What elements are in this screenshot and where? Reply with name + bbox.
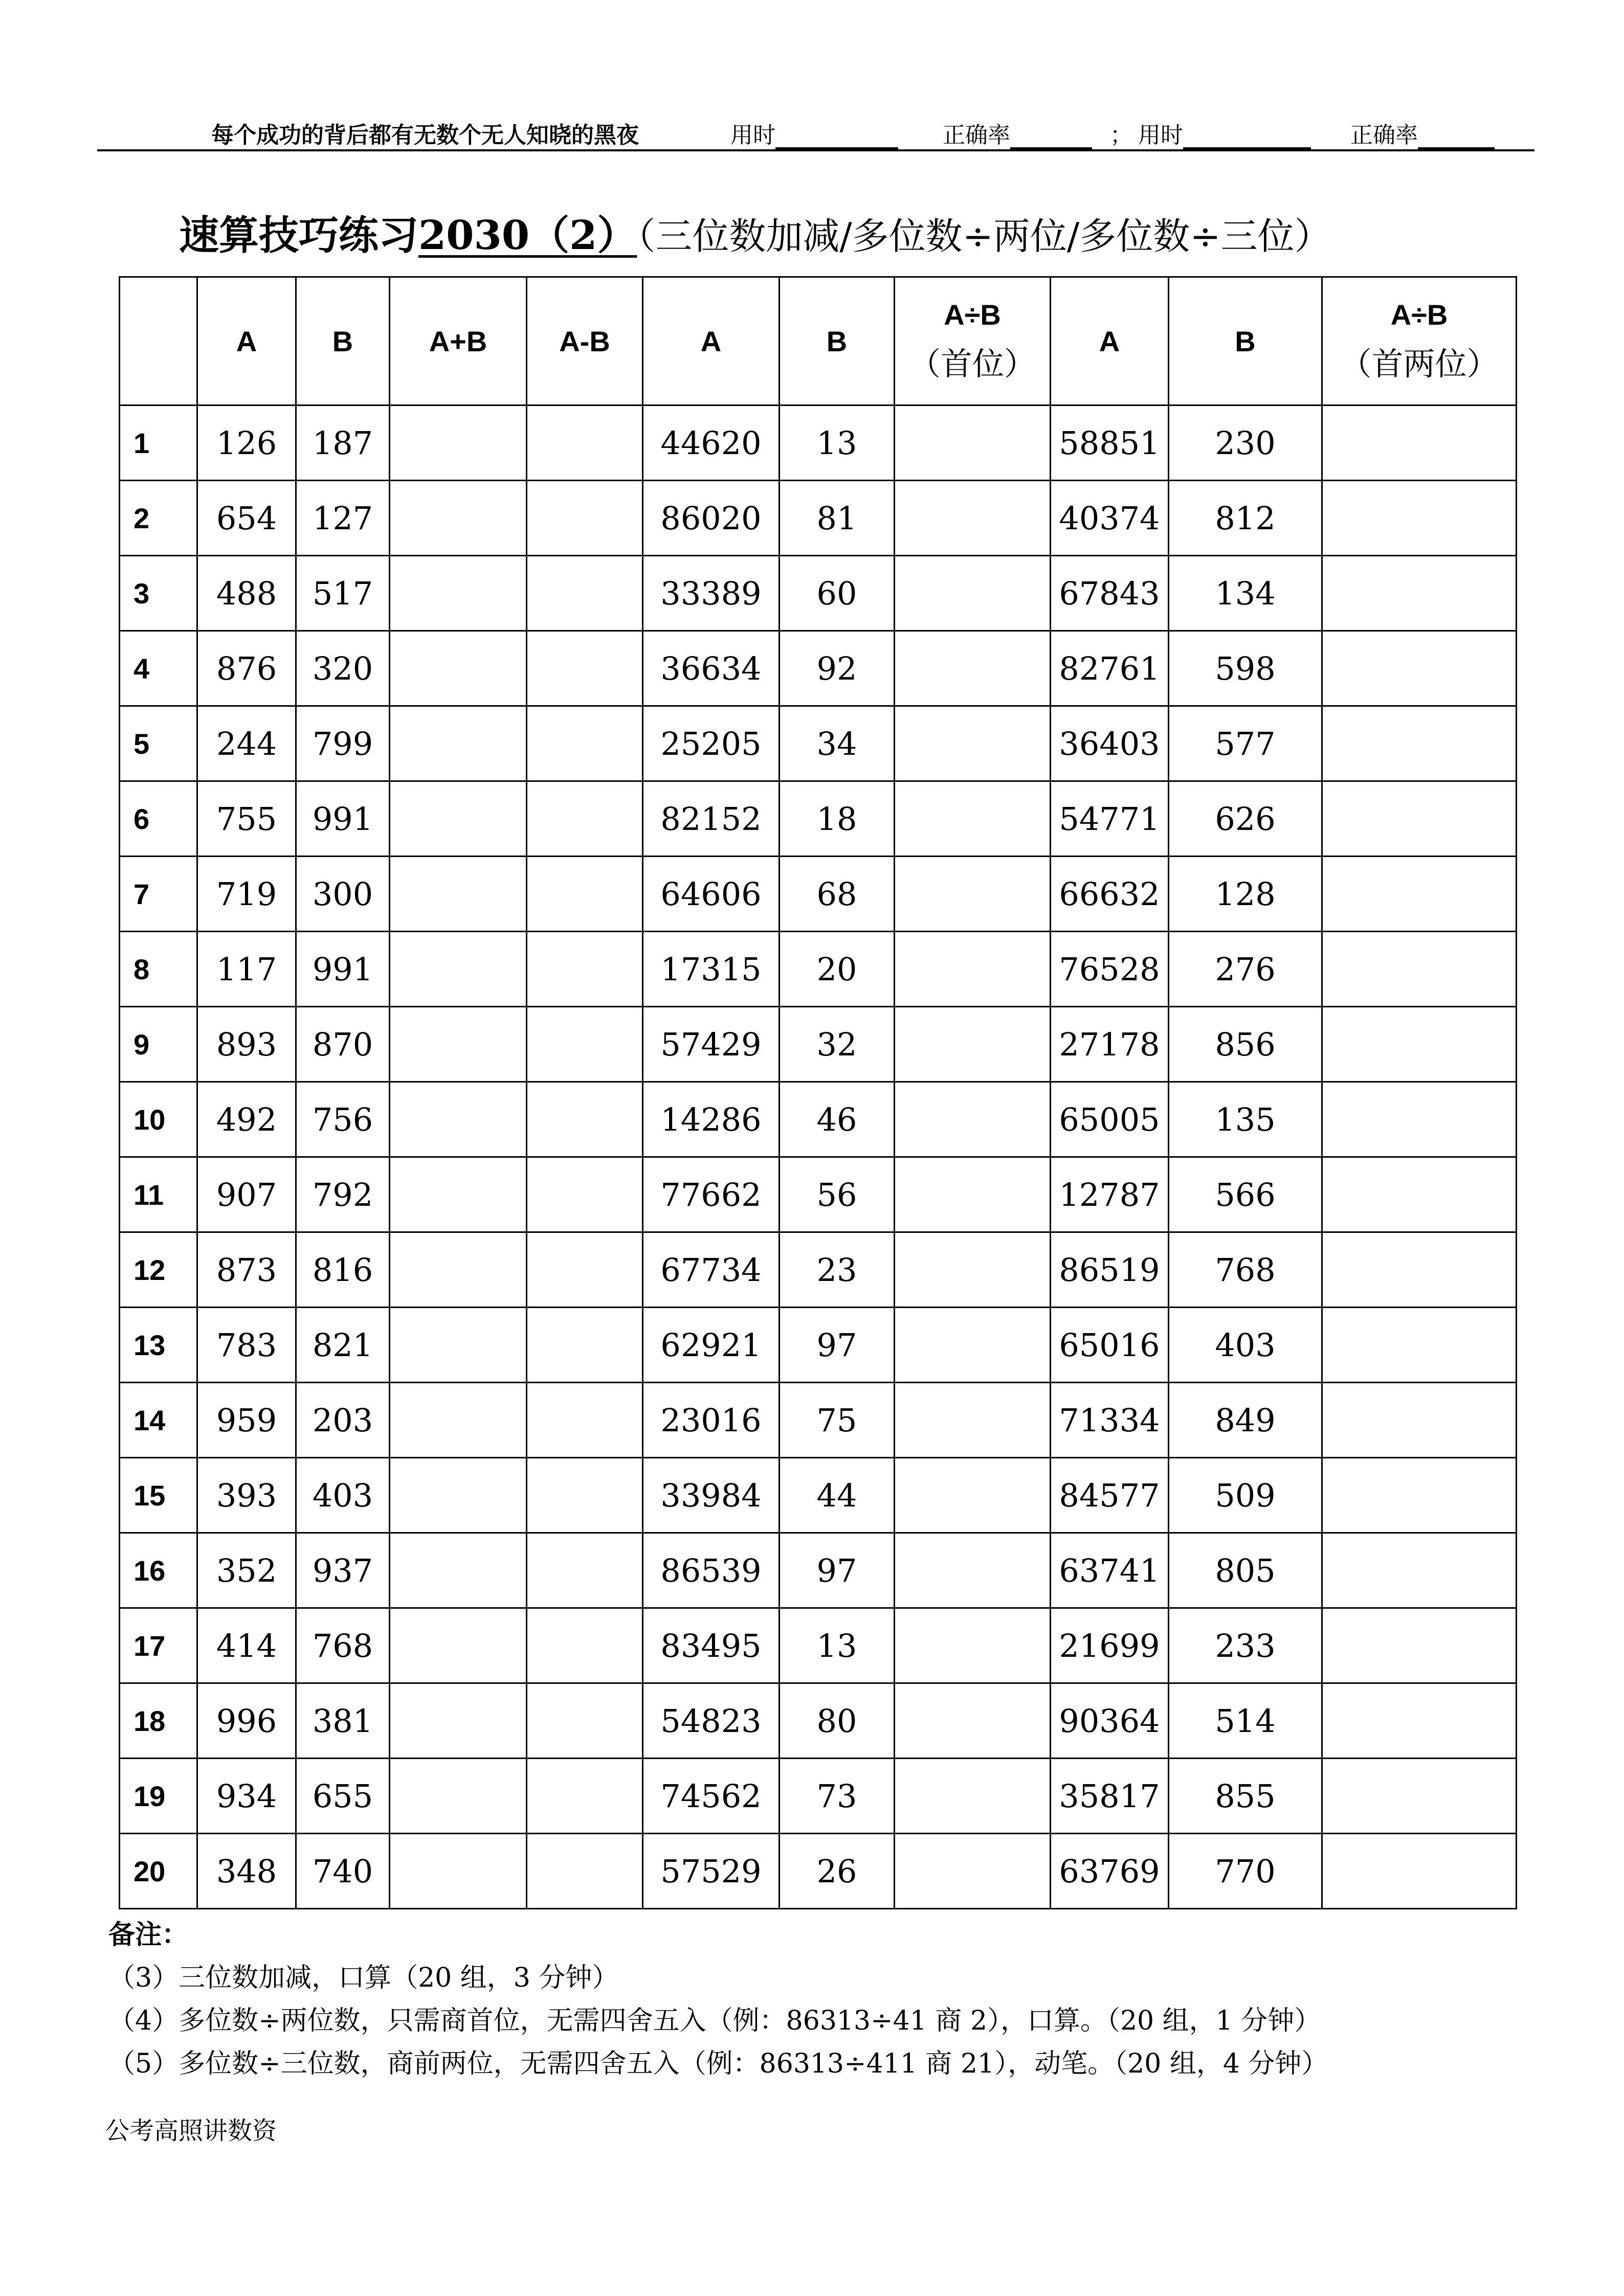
notes-heading: 备注： — [108, 1919, 189, 1950]
cell-b2: 68 — [780, 857, 895, 932]
answer-div-first-digit[interactable] — [895, 1082, 1051, 1157]
answer-diff[interactable] — [527, 857, 643, 932]
cell-b3: 230 — [1169, 406, 1322, 481]
answer-div-first-two-digits[interactable] — [1322, 406, 1517, 481]
row-index: 13 — [120, 1308, 197, 1383]
cell-a1: 876 — [197, 631, 296, 706]
cell-a2: 77662 — [643, 1157, 780, 1232]
time-label-2: 用时 — [1138, 122, 1183, 148]
row-index: 12 — [120, 1232, 197, 1308]
cell-b1: 756 — [296, 1082, 390, 1157]
answer-div-first-two-digits[interactable] — [1322, 1383, 1517, 1458]
cell-a3: 40374 — [1051, 481, 1169, 556]
cell-a2: 33984 — [643, 1458, 780, 1533]
cell-a1: 414 — [197, 1608, 296, 1683]
cell-b2: 32 — [780, 1007, 895, 1082]
note-line-5: （5）多位数÷三位数，商前两位，无需四舍五入（例：86313÷411 商 21），动笔。（20 组，4 分钟） — [108, 2049, 1328, 2079]
answer-div-first-two-digits[interactable] — [1322, 631, 1517, 706]
answer-sum[interactable] — [390, 481, 527, 556]
header-div1-line1: A÷B — [944, 299, 1001, 331]
header-a2: A — [643, 277, 780, 406]
cell-a2: 82152 — [643, 781, 780, 857]
answer-div-first-digit[interactable] — [895, 932, 1051, 1007]
cell-a1: 488 — [197, 556, 296, 631]
answer-diff[interactable] — [527, 1458, 643, 1533]
answer-div-first-two-digits[interactable] — [1322, 556, 1517, 631]
header-index — [120, 277, 197, 406]
answer-div-first-digit[interactable] — [895, 1383, 1051, 1458]
answer-sum[interactable] — [390, 857, 527, 932]
title-subtitle: （三位数加减/多位数÷两位/多位数÷三位） — [637, 215, 1331, 258]
answer-sum[interactable] — [390, 1157, 527, 1232]
cell-b1: 991 — [296, 781, 390, 857]
cell-b3: 626 — [1169, 781, 1322, 857]
cell-b2: 97 — [780, 1308, 895, 1383]
cell-b2: 20 — [780, 932, 895, 1007]
answer-diff[interactable] — [527, 406, 643, 481]
header-a3: A — [1051, 277, 1169, 406]
notes-section — [108, 1914, 1328, 2085]
table-row — [120, 1683, 1517, 1759]
answer-sum[interactable] — [390, 781, 527, 857]
cell-a2: 54823 — [643, 1683, 780, 1759]
cell-a1: 719 — [197, 857, 296, 932]
cell-a2: 44620 — [643, 406, 780, 481]
cell-a3: 54771 — [1051, 781, 1169, 857]
answer-sum[interactable] — [390, 1608, 527, 1683]
table-row — [120, 781, 1517, 857]
cell-a3: 65016 — [1051, 1308, 1169, 1383]
accuracy-blank-1[interactable] — [1010, 125, 1092, 149]
table-row — [120, 857, 1517, 932]
cell-b3: 598 — [1169, 631, 1322, 706]
answer-diff[interactable] — [527, 1834, 643, 1909]
answer-diff[interactable] — [527, 1308, 643, 1383]
cell-a2: 64606 — [643, 857, 780, 932]
table-row — [120, 1232, 1517, 1308]
cell-b3: 514 — [1169, 1683, 1322, 1759]
cell-b1: 517 — [296, 556, 390, 631]
table-row — [120, 631, 1517, 706]
answer-div-first-two-digits[interactable] — [1322, 1308, 1517, 1383]
cell-a2: 74562 — [643, 1759, 780, 1834]
cell-a3: 84577 — [1051, 1458, 1169, 1533]
answer-div-first-digit[interactable] — [895, 1458, 1051, 1533]
cell-b1: 403 — [296, 1458, 390, 1533]
accuracy-blank-2[interactable] — [1418, 125, 1495, 149]
answer-diff[interactable] — [527, 1383, 643, 1458]
cell-b1: 127 — [296, 481, 390, 556]
cell-a3: 35817 — [1051, 1759, 1169, 1834]
cell-a1: 492 — [197, 1082, 296, 1157]
answer-div-first-digit[interactable] — [895, 1683, 1051, 1759]
table-row — [120, 1157, 1517, 1232]
answer-div-first-digit[interactable] — [895, 857, 1051, 932]
answer-diff[interactable] — [527, 1608, 643, 1683]
cell-a3: 66632 — [1051, 857, 1169, 932]
table-row — [120, 1759, 1517, 1834]
page-title — [179, 204, 1331, 261]
cell-b3: 855 — [1169, 1759, 1322, 1834]
table-row — [120, 406, 1517, 481]
cell-a2: 62921 — [643, 1308, 780, 1383]
answer-diff[interactable] — [527, 781, 643, 857]
accuracy-label-2: 正确率 — [1350, 122, 1418, 148]
cell-a2: 86539 — [643, 1533, 780, 1608]
cell-b2: 56 — [780, 1157, 895, 1232]
answer-diff[interactable] — [527, 1007, 643, 1082]
header-div-first-two-digits — [1322, 277, 1517, 406]
answer-div-first-two-digits[interactable] — [1322, 1608, 1517, 1683]
cell-a1: 244 — [197, 706, 296, 781]
answer-div-first-digit[interactable] — [895, 406, 1051, 481]
answer-sum[interactable] — [390, 1683, 527, 1759]
table-row — [120, 1082, 1517, 1157]
table-row — [120, 1458, 1517, 1533]
cell-a2: 33389 — [643, 556, 780, 631]
cell-b2: 92 — [780, 631, 895, 706]
table-row — [120, 1533, 1517, 1608]
cell-b2: 81 — [780, 481, 895, 556]
cell-b2: 23 — [780, 1232, 895, 1308]
answer-sum[interactable] — [390, 1232, 527, 1308]
practice-table — [119, 276, 1517, 1909]
time-field-1 — [730, 117, 898, 149]
answer-sum[interactable] — [390, 706, 527, 781]
cell-b1: 816 — [296, 1232, 390, 1308]
answer-sum[interactable] — [390, 1834, 527, 1909]
cell-a2: 14286 — [643, 1082, 780, 1157]
cell-b2: 46 — [780, 1082, 895, 1157]
answer-div-first-two-digits[interactable] — [1322, 1683, 1517, 1759]
table-body — [120, 406, 1517, 1909]
row-index: 14 — [120, 1383, 197, 1458]
cell-a3: 21699 — [1051, 1608, 1169, 1683]
cell-b3: 770 — [1169, 1834, 1322, 1909]
table-row — [120, 706, 1517, 781]
row-index: 7 — [120, 857, 197, 932]
cell-a3: 86519 — [1051, 1232, 1169, 1308]
accuracy-field-2 — [1350, 117, 1495, 149]
cell-b3: 509 — [1169, 1458, 1322, 1533]
title-code: 2030（2） — [418, 212, 637, 259]
table-row — [120, 1608, 1517, 1683]
row-index: 4 — [120, 631, 197, 706]
header-divider — [97, 149, 1534, 151]
answer-sum[interactable] — [390, 406, 527, 481]
cell-a3: 90364 — [1051, 1683, 1169, 1759]
cell-b2: 34 — [780, 706, 895, 781]
answer-sum[interactable] — [390, 1759, 527, 1834]
motto-text: 每个成功的背后都有无数个无人知晓的黑夜 — [211, 122, 639, 148]
answer-div-first-two-digits[interactable] — [1322, 781, 1517, 857]
cell-a3: 76528 — [1051, 932, 1169, 1007]
cell-a2: 36634 — [643, 631, 780, 706]
cell-b1: 821 — [296, 1308, 390, 1383]
cell-a1: 117 — [197, 932, 296, 1007]
note-line-4: （4）多位数÷两位数，只需商首位，无需四舍五入（例：86313÷41 商 2），口算。（20 组，1 分钟） — [108, 2006, 1321, 2036]
header-div2-line2: （首两位） — [1340, 345, 1499, 382]
cell-b2: 97 — [780, 1533, 895, 1608]
cell-a2: 67734 — [643, 1232, 780, 1308]
cell-a1: 348 — [197, 1834, 296, 1909]
row-index: 11 — [120, 1157, 197, 1232]
cell-b3: 134 — [1169, 556, 1322, 631]
answer-div-first-two-digits[interactable] — [1322, 857, 1517, 932]
cell-a2: 57429 — [643, 1007, 780, 1082]
cell-a1: 755 — [197, 781, 296, 857]
answer-div-first-two-digits[interactable] — [1322, 1834, 1517, 1909]
accuracy-label-1: 正确率 — [943, 122, 1010, 148]
cell-b1: 300 — [296, 857, 390, 932]
cell-a1: 783 — [197, 1308, 296, 1383]
cell-b2: 26 — [780, 1834, 895, 1909]
answer-diff[interactable] — [527, 1759, 643, 1834]
cell-b1: 320 — [296, 631, 390, 706]
answer-diff[interactable] — [527, 481, 643, 556]
answer-diff[interactable] — [527, 932, 643, 1007]
answer-sum[interactable] — [390, 1533, 527, 1608]
cell-a1: 934 — [197, 1759, 296, 1834]
answer-div-first-digit[interactable] — [895, 1834, 1051, 1909]
cell-b1: 203 — [296, 1383, 390, 1458]
answer-div-first-digit[interactable] — [895, 1007, 1051, 1082]
answer-div-first-digit[interactable] — [895, 556, 1051, 631]
answer-sum[interactable] — [390, 932, 527, 1007]
answer-div-first-two-digits[interactable] — [1322, 1157, 1517, 1232]
header-sum: A+B — [390, 277, 527, 406]
answer-div-first-two-digits[interactable] — [1322, 1232, 1517, 1308]
answer-diff[interactable] — [527, 1082, 643, 1157]
answer-diff[interactable] — [527, 1533, 643, 1608]
table-row — [120, 1383, 1517, 1458]
cell-b1: 991 — [296, 932, 390, 1007]
table-header-row — [120, 277, 1517, 406]
row-index: 6 — [120, 781, 197, 857]
answer-div-first-digit[interactable] — [895, 1608, 1051, 1683]
cell-b3: 856 — [1169, 1007, 1322, 1082]
note-line-3: （3）三位数加减，口算（20 组，3 分钟） — [108, 1963, 619, 1993]
table-row — [120, 481, 1517, 556]
table-row — [120, 1308, 1517, 1383]
cell-b1: 937 — [296, 1533, 390, 1608]
answer-div-first-two-digits[interactable] — [1322, 1533, 1517, 1608]
accuracy-field-1 — [943, 117, 1092, 149]
row-index: 16 — [120, 1533, 197, 1608]
answer-diff[interactable] — [527, 1232, 643, 1308]
answer-diff[interactable] — [527, 1683, 643, 1759]
cell-a2: 83495 — [643, 1608, 780, 1683]
answer-sum[interactable] — [390, 1308, 527, 1383]
answer-div-first-digit[interactable] — [895, 1157, 1051, 1232]
row-index: 19 — [120, 1759, 197, 1834]
row-index: 3 — [120, 556, 197, 631]
answer-div-first-digit[interactable] — [895, 631, 1051, 706]
cell-b1: 870 — [296, 1007, 390, 1082]
header-a1: A — [197, 277, 296, 406]
answer-div-first-two-digits[interactable] — [1322, 1007, 1517, 1082]
answer-div-first-two-digits[interactable] — [1322, 1458, 1517, 1533]
cell-b3: 577 — [1169, 706, 1322, 781]
cell-a2: 57529 — [643, 1834, 780, 1909]
row-index: 17 — [120, 1608, 197, 1683]
cell-a3: 12787 — [1051, 1157, 1169, 1232]
answer-div-first-digit[interactable] — [895, 1232, 1051, 1308]
cell-a2: 23016 — [643, 1383, 780, 1458]
answer-sum[interactable] — [390, 631, 527, 706]
row-index: 10 — [120, 1082, 197, 1157]
answer-sum[interactable] — [390, 1007, 527, 1082]
cell-a1: 873 — [197, 1232, 296, 1308]
cell-b3: 849 — [1169, 1383, 1322, 1458]
answer-div-first-digit[interactable] — [895, 706, 1051, 781]
time-label-1: 用时 — [730, 122, 775, 148]
cell-b2: 73 — [780, 1759, 895, 1834]
cell-a1: 959 — [197, 1383, 296, 1458]
cell-b3: 403 — [1169, 1308, 1322, 1383]
cell-a3: 65005 — [1051, 1082, 1169, 1157]
cell-a1: 126 — [197, 406, 296, 481]
answer-div-first-two-digits[interactable] — [1322, 1759, 1517, 1834]
answer-sum[interactable] — [390, 1383, 527, 1458]
cell-a3: 63741 — [1051, 1533, 1169, 1608]
table-row — [120, 1834, 1517, 1909]
answer-div-first-digit[interactable] — [895, 781, 1051, 857]
cell-b2: 80 — [780, 1683, 895, 1759]
cell-b2: 13 — [780, 1608, 895, 1683]
time-blank-2[interactable] — [1183, 125, 1311, 149]
cell-a1: 393 — [197, 1458, 296, 1533]
cell-a3: 71334 — [1051, 1383, 1169, 1458]
header-diff: A-B — [527, 277, 643, 406]
cell-b1: 655 — [296, 1759, 390, 1834]
header-div-first-digit — [895, 277, 1051, 406]
answer-div-first-two-digits[interactable] — [1322, 481, 1517, 556]
time-field-2 — [1138, 117, 1311, 149]
cell-b3: 233 — [1169, 1608, 1322, 1683]
header-b2: B — [780, 277, 895, 406]
cell-b2: 75 — [780, 1383, 895, 1458]
cell-a1: 893 — [197, 1007, 296, 1082]
cell-a3: 36403 — [1051, 706, 1169, 781]
separator: ； — [1110, 122, 1132, 148]
row-index: 15 — [120, 1458, 197, 1533]
answer-sum[interactable] — [390, 1082, 527, 1157]
cell-b2: 44 — [780, 1458, 895, 1533]
cell-a2: 17315 — [643, 932, 780, 1007]
cell-a1: 996 — [197, 1683, 296, 1759]
cell-b2: 13 — [780, 406, 895, 481]
table-row — [120, 932, 1517, 1007]
cell-a3: 82761 — [1051, 631, 1169, 706]
cell-a3: 27178 — [1051, 1007, 1169, 1082]
cell-b3: 805 — [1169, 1533, 1322, 1608]
cell-b3: 135 — [1169, 1082, 1322, 1157]
row-index: 8 — [120, 932, 197, 1007]
cell-a1: 654 — [197, 481, 296, 556]
cell-b1: 792 — [296, 1157, 390, 1232]
row-index: 2 — [120, 481, 197, 556]
cell-b1: 187 — [296, 406, 390, 481]
row-index: 1 — [120, 406, 197, 481]
title-main: 速算技巧练习 — [179, 212, 419, 259]
cell-a3: 63769 — [1051, 1834, 1169, 1909]
cell-b3: 128 — [1169, 857, 1322, 932]
cell-a2: 25205 — [643, 706, 780, 781]
header-b1: B — [296, 277, 390, 406]
row-index: 20 — [120, 1834, 197, 1909]
header-div2-line1: A÷B — [1390, 299, 1448, 331]
cell-a3: 67843 — [1051, 556, 1169, 631]
cell-b3: 768 — [1169, 1232, 1322, 1308]
row-index: 9 — [120, 1007, 197, 1082]
answer-diff[interactable] — [527, 706, 643, 781]
table-row — [120, 1007, 1517, 1082]
answer-sum[interactable] — [390, 1458, 527, 1533]
cell-b2: 60 — [780, 556, 895, 631]
cell-a3: 58851 — [1051, 406, 1169, 481]
answer-diff[interactable] — [527, 1157, 643, 1232]
cell-b1: 768 — [296, 1608, 390, 1683]
answer-div-first-two-digits[interactable] — [1322, 932, 1517, 1007]
answer-div-first-two-digits[interactable] — [1322, 706, 1517, 781]
answer-div-first-digit[interactable] — [895, 1308, 1051, 1383]
cell-b1: 799 — [296, 706, 390, 781]
table-row — [120, 556, 1517, 631]
footer-source: 公考高照讲数资 — [105, 2117, 277, 2145]
header-div1-line2: （首位） — [908, 345, 1036, 382]
answer-div-first-digit[interactable] — [895, 1759, 1051, 1834]
answer-div-first-two-digits[interactable] — [1322, 1082, 1517, 1157]
answer-div-first-digit[interactable] — [895, 1533, 1051, 1608]
cell-b3: 566 — [1169, 1157, 1322, 1232]
cell-b3: 276 — [1169, 932, 1322, 1007]
cell-b1: 740 — [296, 1834, 390, 1909]
cell-a1: 352 — [197, 1533, 296, 1608]
cell-a1: 907 — [197, 1157, 296, 1232]
cell-a2: 86020 — [643, 481, 780, 556]
cell-b3: 812 — [1169, 481, 1322, 556]
time-blank-1[interactable] — [775, 125, 898, 149]
answer-diff[interactable] — [527, 631, 643, 706]
cell-b2: 18 — [780, 781, 895, 857]
answer-sum[interactable] — [390, 556, 527, 631]
row-index: 5 — [120, 706, 197, 781]
answer-div-first-digit[interactable] — [895, 481, 1051, 556]
header-b3: B — [1169, 277, 1322, 406]
cell-b1: 381 — [296, 1683, 390, 1759]
row-index: 18 — [120, 1683, 197, 1759]
answer-diff[interactable] — [527, 556, 643, 631]
